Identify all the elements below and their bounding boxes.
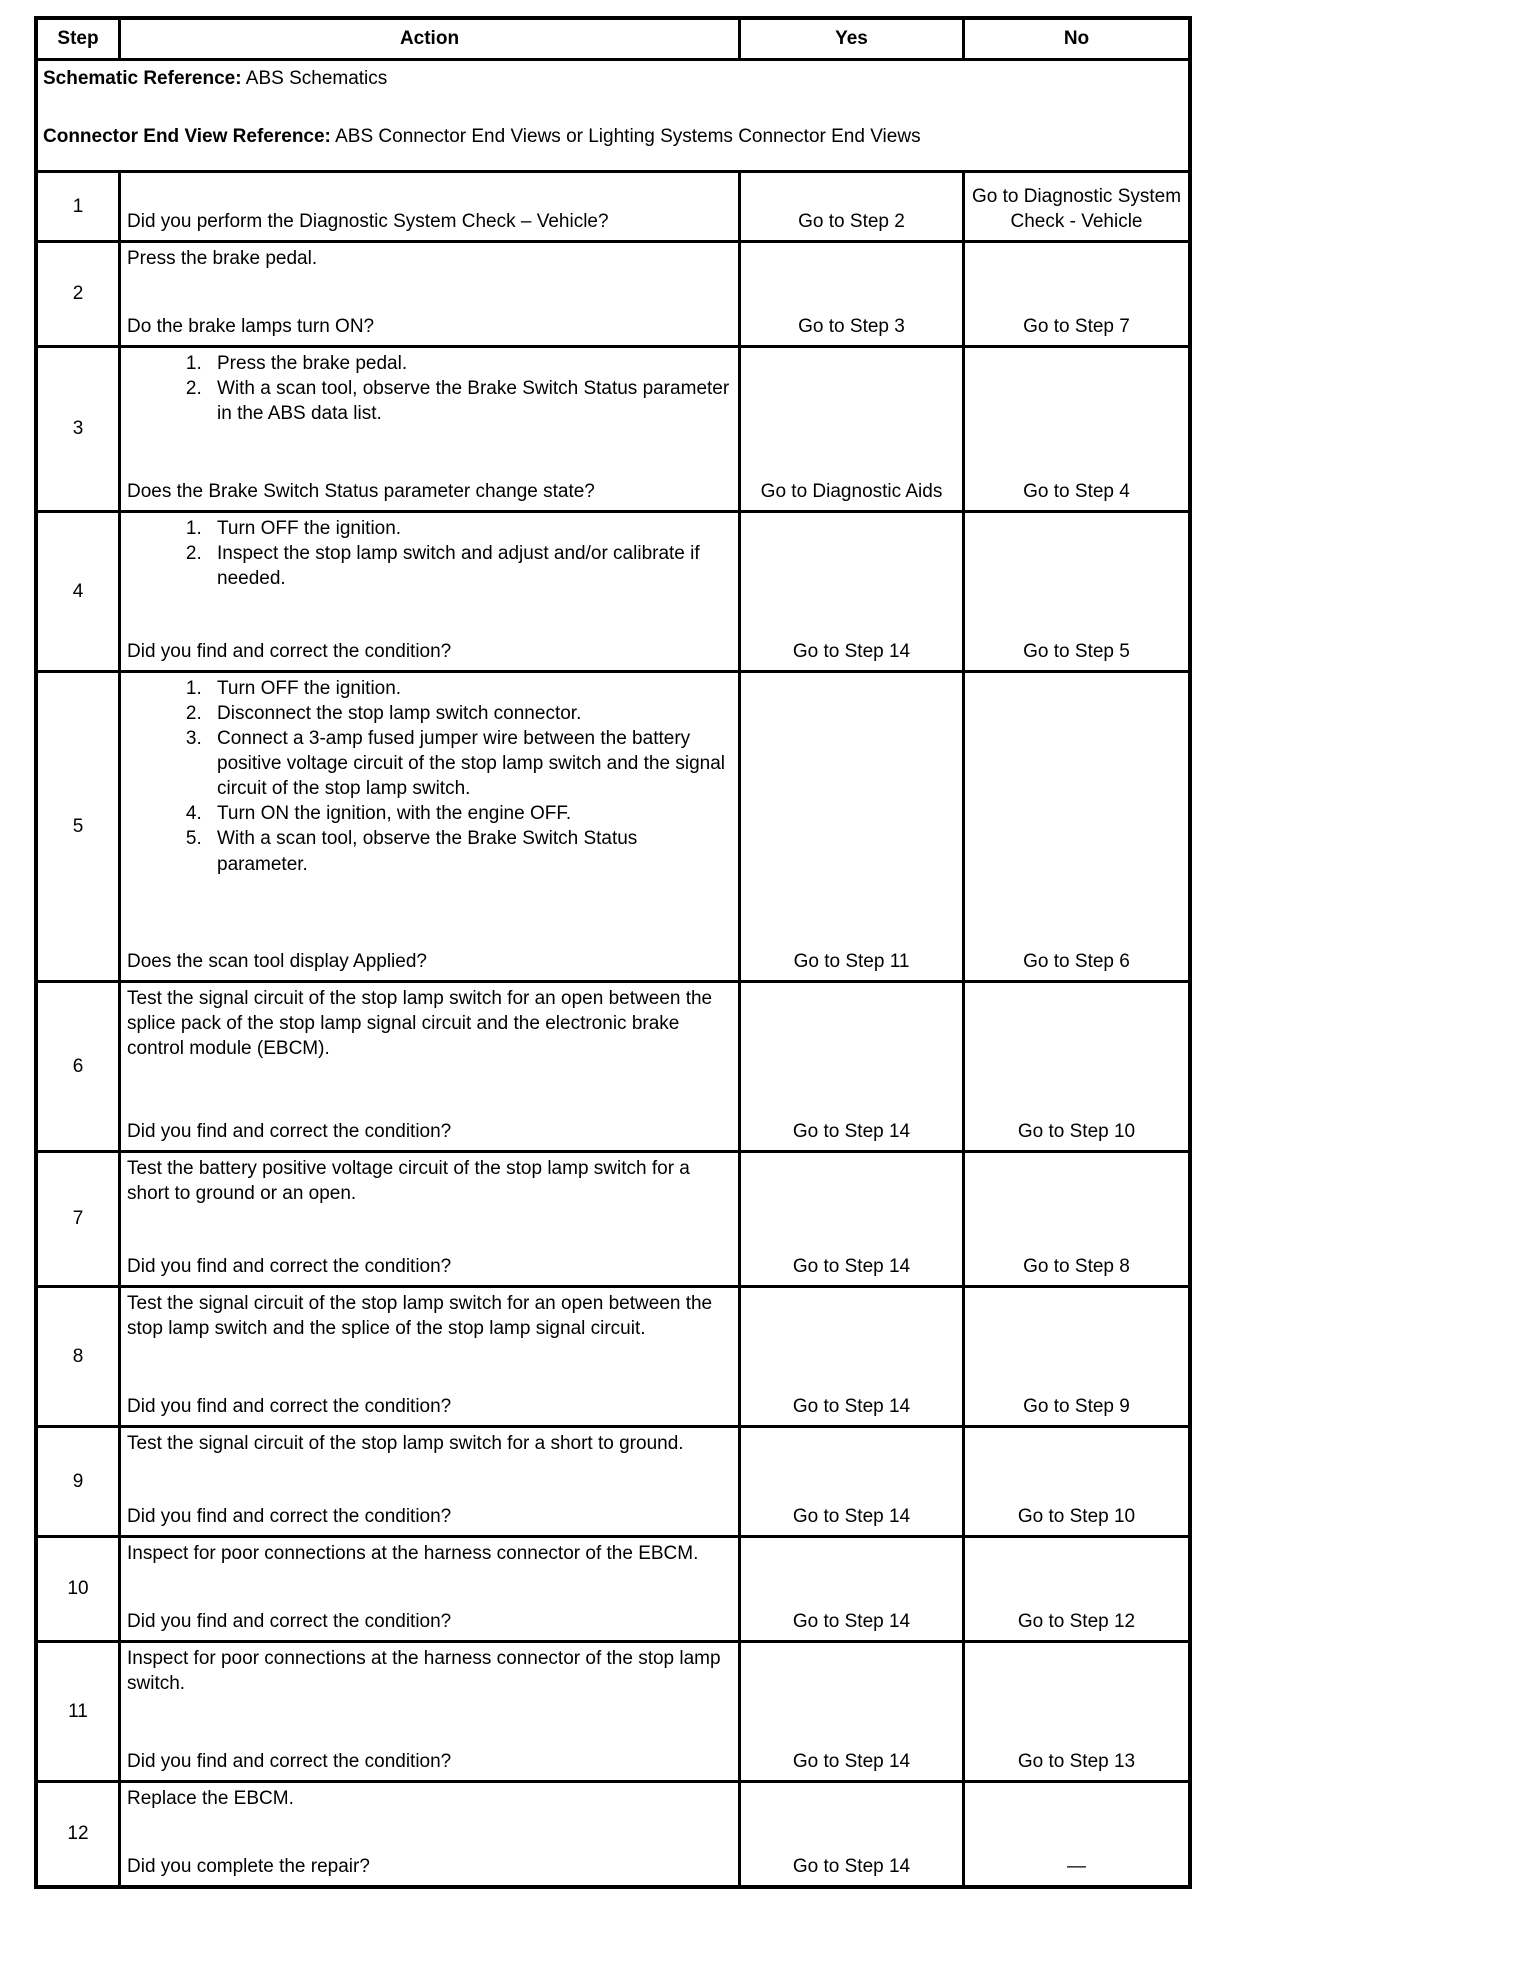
action-paragraph: Inspect for poor connections at the harness connector of the EBCM.: [127, 1543, 699, 1564]
no-cell: [962, 173, 1188, 240]
action-cell: [118, 243, 738, 345]
action-question: Did you find and correct the condition?: [127, 1505, 452, 1527]
action-cell: [118, 983, 738, 1150]
table-row: [38, 170, 1188, 240]
yes-cell: [738, 348, 962, 510]
action-question: Do the brake lamps turn ON?: [127, 315, 375, 337]
schematic-reference: [43, 66, 1180, 91]
schematic-reference-label: Schematic Reference:: [43, 68, 242, 89]
action-question: Did you find and correct the condition?: [127, 640, 452, 662]
no-value: Go to Step 13: [1017, 1750, 1136, 1772]
no-cell: [962, 1783, 1188, 1885]
step-number: 5: [72, 815, 84, 837]
page: [0, 16, 1536, 1966]
diagnostic-table: [34, 16, 1192, 1889]
step-number: 2: [72, 283, 84, 305]
yes-cell: [738, 1783, 962, 1885]
action-list-item: 2. Inspect the stop lamp switch and adjust and/or calibrate if needed.: [207, 541, 730, 591]
yes-value: Go to Step 14: [792, 640, 911, 662]
step-number: 4: [72, 580, 84, 602]
action-paragraph: Test the signal circuit of the stop lamp switch for an open between the stop lamp switch and the splice of the stop lamp signal circuit.: [127, 1293, 713, 1340]
step-number: 3: [72, 418, 84, 440]
col-header-no: No: [962, 20, 1188, 58]
yes-value: Go to Step 14: [792, 1610, 911, 1632]
action-list-item: 1. Turn OFF the ignition.: [207, 516, 730, 541]
yes-cell: [738, 1428, 962, 1535]
table-row: [38, 345, 1188, 510]
action-list: [127, 351, 730, 426]
action-list-item: 2. With a scan tool, observe the Brake Switch Status parameter in the ABS data list.: [207, 376, 730, 426]
yes-value: Go to Step 14: [792, 1120, 911, 1142]
no-cell: [962, 1288, 1188, 1425]
yes-cell: [738, 513, 962, 670]
yes-value: Go to Step 14: [792, 1255, 911, 1277]
table-row: [38, 1285, 1188, 1425]
yes-value: Go to Step 14: [792, 1395, 911, 1417]
yes-cell: [738, 1153, 962, 1285]
action-paragraph: Inspect for poor connections at the harness connector of the stop lamp switch.: [127, 1648, 721, 1695]
step-number: 7: [72, 1208, 84, 1230]
action-paragraph: Test the signal circuit of the stop lamp switch for an open between the splice pack of the stop lamp signal circuit and the electronic brake control module (EBCM).: [127, 988, 713, 1060]
action-paragraph: Replace the EBCM.: [127, 1788, 294, 1809]
yes-value: Go to Step 11: [793, 950, 910, 972]
yes-value: Go to Step 3: [798, 315, 905, 337]
yes-cell: [738, 173, 962, 240]
yes-cell: [738, 1288, 962, 1425]
table-row: [38, 1535, 1188, 1640]
no-value: Go to Step 6: [1023, 950, 1130, 972]
action-question: Did you find and correct the condition?: [127, 1750, 452, 1772]
action-question: Does the scan tool display Applied?: [127, 950, 427, 972]
action-cell: [118, 1783, 738, 1885]
table-row: [38, 240, 1188, 345]
no-cell: [962, 1428, 1188, 1535]
action-cell: [118, 1538, 738, 1640]
action-list-item: 1. Press the brake pedal.: [207, 351, 730, 376]
action-cell: [118, 173, 738, 240]
action-question: Did you find and correct the condition?: [127, 1395, 452, 1417]
no-value: Go to Step 4: [1023, 480, 1130, 502]
action-cell: [118, 513, 738, 670]
action-paragraph: Test the battery positive voltage circuit of the stop lamp switch for a short to ground or an open.: [127, 1158, 690, 1205]
yes-cell: [738, 983, 962, 1150]
action-question: Did you perform the Diagnostic System Check – Vehicle?: [127, 210, 609, 232]
no-cell: [962, 513, 1188, 670]
yes-value: Go to Step 14: [792, 1505, 911, 1527]
action-paragraphs: [127, 986, 730, 1061]
no-value: Go to Step 10: [1017, 1120, 1136, 1142]
action-paragraphs: [127, 1156, 730, 1206]
action-cell: [118, 1428, 738, 1535]
yes-value: Go to Step 14: [792, 1750, 911, 1772]
yes-cell: [738, 1538, 962, 1640]
yes-value: Go to Diagnostic Aids: [760, 480, 943, 502]
table-row: [38, 510, 1188, 670]
step-number: 9: [72, 1470, 84, 1492]
table-row: [38, 1425, 1188, 1535]
step-number: 12: [67, 1823, 89, 1845]
no-value: Go to Step 7: [1023, 315, 1130, 337]
schematic-reference-value: ABS Schematics: [245, 68, 388, 89]
table-row: [38, 1150, 1188, 1285]
action-paragraphs: [127, 1541, 730, 1566]
action-question: Did you find and correct the condition?: [127, 1255, 452, 1277]
action-list: [127, 516, 730, 591]
no-value: Go to Step 9: [1023, 1395, 1130, 1417]
action-list: [127, 676, 730, 877]
table-row: [38, 1640, 1188, 1780]
step-number: 11: [68, 1700, 88, 1722]
action-question: Did you complete the repair?: [127, 1855, 370, 1877]
step-number: 6: [72, 1055, 84, 1077]
action-paragraphs: [127, 246, 730, 271]
action-list-item: 1. Turn OFF the ignition.: [207, 676, 730, 701]
step-number: 8: [72, 1345, 84, 1367]
no-value: Go to Step 8: [1023, 1255, 1130, 1277]
action-paragraphs: [127, 1646, 730, 1696]
table-row: [38, 980, 1188, 1150]
connector-end-view-reference: [43, 124, 1180, 149]
action-list-item: 4. Turn ON the ignition, with the engine OFF.: [207, 801, 730, 826]
reference-row: [38, 58, 1188, 170]
table-row: [38, 670, 1188, 980]
action-question: Did you find and correct the condition?: [127, 1120, 452, 1142]
action-paragraphs: [127, 1431, 730, 1456]
table-row: [38, 1780, 1188, 1885]
action-paragraphs: [127, 1786, 730, 1811]
no-value: Go to Step 12: [1017, 1610, 1136, 1632]
connector-end-view-reference-label: Connector End View Reference:: [43, 126, 331, 148]
no-cell: [962, 1643, 1188, 1780]
no-value: —: [1067, 1855, 1086, 1877]
no-cell: [962, 673, 1188, 980]
action-cell: [118, 1153, 738, 1285]
table-header-row: [38, 20, 1188, 58]
action-paragraph: Test the signal circuit of the stop lamp switch for a short to ground.: [127, 1433, 684, 1454]
action-list-item: 5. With a scan tool, observe the Brake Switch Status parameter.: [207, 826, 730, 876]
action-question: Did you find and correct the condition?: [127, 1610, 452, 1632]
yes-value: Go to Step 14: [792, 1855, 911, 1877]
action-list-item: 2. Disconnect the stop lamp switch connector.: [207, 701, 730, 726]
action-list-item: 3. Connect a 3-amp fused jumper wire between the battery positive voltage circuit of the stop lamp switch and the signal circuit of the stop lamp switch.: [207, 726, 730, 801]
action-cell: [118, 1288, 738, 1425]
connector-end-view-reference-value: ABS Connector End Views or Lighting Systems Connector End Views: [335, 126, 921, 148]
action-question: Does the Brake Switch Status parameter change state?: [127, 480, 595, 502]
col-header-step: Step: [57, 28, 99, 50]
action-paragraphs: [127, 1291, 730, 1341]
no-value: Go to Step 5: [1023, 640, 1130, 662]
action-cell: [118, 673, 738, 980]
no-cell: [962, 983, 1188, 1150]
no-cell: [962, 348, 1188, 510]
action-cell: [118, 348, 738, 510]
no-cell: [962, 243, 1188, 345]
no-cell: [962, 1153, 1188, 1285]
yes-value: Go to Step 2: [798, 210, 905, 232]
step-number: 1: [72, 195, 84, 217]
yes-cell: [738, 1643, 962, 1780]
step-number: 10: [67, 1578, 89, 1600]
no-cell: [962, 1538, 1188, 1640]
yes-cell: [738, 673, 962, 980]
no-value: Go to Step 10: [1017, 1505, 1136, 1527]
col-header-action: Action: [118, 20, 738, 58]
action-cell: [118, 1643, 738, 1780]
col-header-yes: Yes: [738, 20, 962, 58]
yes-cell: [738, 243, 962, 345]
action-paragraph: Press the brake pedal.: [127, 248, 318, 269]
no-value: Go to Diagnostic System Check - Vehicle: [971, 185, 1182, 232]
